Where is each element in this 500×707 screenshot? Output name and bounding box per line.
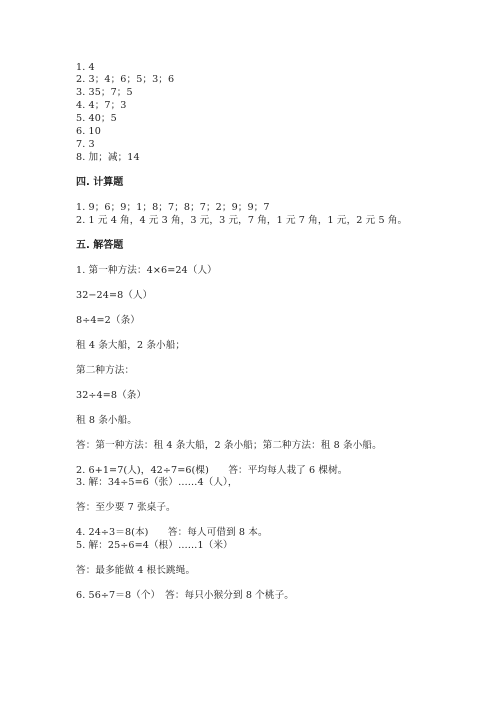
- section-4-heading: 四. 计算题: [76, 177, 124, 188]
- answer-line-8: 8. 加；减；14: [76, 152, 140, 163]
- section-5-line-3: 8÷4=2（条）: [76, 315, 140, 326]
- answer-line-5: 5. 40；5: [76, 113, 117, 124]
- section-5-line-9: 2. 6+1=7(人)，42÷7=6(棵) 答：平均每人栽了 6 棵树。: [76, 465, 348, 476]
- section-5-line-10: 3. 解：34÷5=6（张）……4（人），: [76, 477, 238, 488]
- section-5-line-6: 32÷4=8（条）: [76, 390, 147, 401]
- answer-line-2: 2. 3；4；6；5；3；6: [76, 74, 175, 85]
- answer-line-3: 3. 35；7；5: [76, 87, 133, 98]
- answer-line-4: 4. 4；7；3: [76, 100, 127, 111]
- answer-line-1: 1. 4: [76, 62, 95, 73]
- answer-line-6: 6. 10: [76, 126, 101, 137]
- section-4-line-1: 1. 9；6；9；1；8；7；8；7；2；9；9；7: [76, 202, 270, 213]
- section-5-line-5: 第二种方法：: [76, 365, 135, 376]
- section-5-line-8: 答：第一种方法：租 4 条大船，2 条小船；第二种方法：租 8 条小船。: [76, 440, 382, 451]
- answer-line-7: 7. 3: [76, 139, 95, 150]
- section-5-line-7: 租 8 条小船。: [76, 415, 137, 426]
- section-5-line-13: 5. 解：25÷6=4（根）……1（米）: [76, 540, 233, 551]
- section-4-line-2: 2. 1 元 4 角，4 元 3 角，3 元，3 元，7 角，1 元 7 角，1 元，2 元 5 角。: [76, 215, 408, 226]
- section-5-heading: 五. 解答题: [76, 240, 124, 251]
- section-5-line-15: 6. 56÷7＝8（个） 答：每只小猴分到 8 个桃子。: [76, 590, 294, 601]
- section-5-line-14: 答：最多能做 4 根长跳绳。: [76, 565, 196, 576]
- section-5-line-2: 32−24=8（人）: [76, 290, 153, 301]
- section-5-line-11: 答：至少要 7 张桌子。: [76, 502, 176, 513]
- section-5-line-4: 租 4 条大船，2 条小船；: [76, 340, 186, 351]
- section-5-line-1: 1. 第一种方法：4×6=24（人）: [76, 265, 217, 276]
- section-5-line-12: 4. 24÷3＝8(本) 答：每人可借到 8 本。: [76, 527, 268, 538]
